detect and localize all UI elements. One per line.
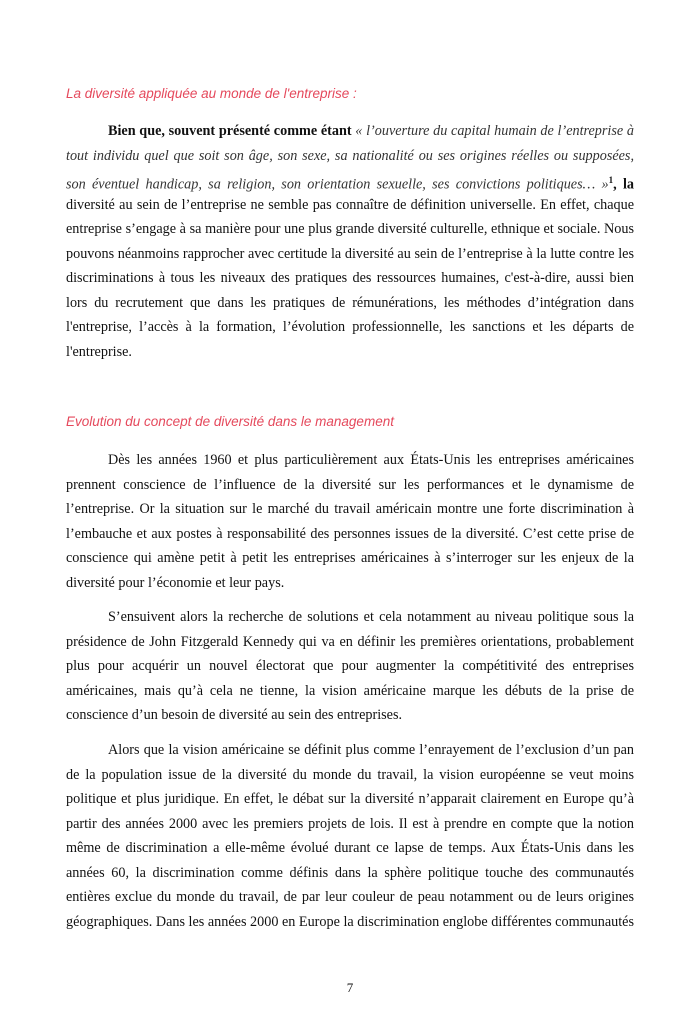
text-line: même de discrimination a elle-même évolué durant ce lapse de temps. Aux États-Unis dans les bbox=[66, 840, 634, 856]
text-line bbox=[66, 119, 634, 144]
text-line: entières exclue du monde du travail, de par leur couleur de peau notamment ou de leurs origines bbox=[66, 889, 634, 905]
text-line: lors du recrutement que dans les pratiques de rémunérations, les méthodes d’intégration dans bbox=[66, 294, 634, 311]
paragraph bbox=[66, 605, 634, 728]
text-line: diversité au sein de l’entreprise ne semble pas connaître de définition universelle. En effet, chaque bbox=[66, 196, 634, 213]
text-line: l’entreprise. Or la situation sur le marché du travail américain montre une forte discrimination à bbox=[66, 501, 634, 517]
paragraph bbox=[66, 738, 634, 934]
quote-line: tout individu quel que soit son âge, son sexe, sa nationalité ou ses origines réelles ou supposées, bbox=[66, 147, 634, 164]
text-line: S’ensuivent alors la recherche de solutions et cela notamment au niveau politique sous la bbox=[108, 609, 634, 625]
section-heading: Evolution du concept de diversité dans le management bbox=[66, 414, 394, 429]
text-line: l'entreprise, l’accès à la formation, l’évolution professionnelle, les sanctions et les départs de bbox=[66, 319, 634, 335]
text-line: de la population issue de la diversité du monde du travail, la vision européenne se veut moins bbox=[66, 766, 634, 783]
section-heading: La diversité appliquée au monde de l'entreprise : bbox=[66, 86, 357, 101]
paragraph bbox=[66, 119, 634, 364]
text-line: politique et plus juridique. En effet, le débat sur la diversité n’apparait clairement en Europe qu’à bbox=[66, 791, 634, 807]
text-line: présidence de John Fitzgerald Kennedy qui va en définir les premières orientations, probablement bbox=[66, 633, 634, 650]
text-line: diversité pour l’économie et leur pays. bbox=[66, 574, 285, 591]
text-line: conscience d’un besoin de diversité au sein des entreprises. bbox=[66, 707, 403, 723]
text-line: Alors que la vision américaine se définit plus comme l’enrayement de l’exclusion d’un pan bbox=[108, 742, 634, 758]
text-line: entreprise s’engage à sa manière pour une plus grande diversité culturelle, ethnique et sociale. Nous bbox=[66, 221, 634, 237]
text-line: l’embauche et aux postes à responsabilité des personnes issues de la diversité. C’est cette prise de bbox=[66, 525, 634, 542]
text-line bbox=[66, 168, 634, 193]
text-line: partir des années 2000 avec les premiers projets de lois. Il est à prendre en compte que la notion bbox=[66, 815, 634, 832]
text-line: discriminations à tous les niveaux des pratiques des ressources humaines, c'est-à-dire, aussi bien bbox=[66, 270, 634, 286]
text-line: conscience qui amène petit à petit les entreprises américaines à s’interroger sur les enjeux de la bbox=[66, 550, 634, 566]
text-line: années 60, la discrimination comme définis dans la sphère politique touche des communautés bbox=[66, 864, 634, 881]
bold-text: Bien que, souvent présenté comme étant bbox=[108, 123, 356, 139]
paragraph bbox=[66, 448, 634, 595]
quote-text: son éventuel handicap, sa religion, son orientation sexuelle, ses convictions politiques… » bbox=[66, 176, 609, 193]
footnote-ref[interactable]: 1 bbox=[608, 175, 614, 185]
text-line: pouvons néanmoins rapprocher avec certitude la diversité au sein de l’entreprise à la lutte contre les bbox=[66, 245, 634, 262]
page-number: 7 bbox=[346, 980, 354, 995]
text-line: américaines, mais qu’à cela ne tienne, la vision américaine marque les débuts de la prise de bbox=[66, 682, 634, 699]
quote-text: « l’ouverture du capital humain de l’entreprise à bbox=[355, 123, 634, 139]
bold-text: , la bbox=[613, 176, 634, 193]
text-line: plus pour acquérir un nouvel électorat que pour augmenter la compétitivité des entreprises bbox=[66, 658, 634, 674]
text-line: Dès les années 1960 et plus particulièrement aux États-Unis les entreprises américaines bbox=[108, 452, 634, 468]
text-line: l'entreprise. bbox=[66, 343, 132, 360]
text-line: prennent conscience de l’influence de la diversité sur les performances et le dynamisme de bbox=[66, 476, 634, 493]
text-line: géographiques. Dans les années 2000 en Europe la discrimination englobe différentes communautés bbox=[66, 913, 634, 930]
